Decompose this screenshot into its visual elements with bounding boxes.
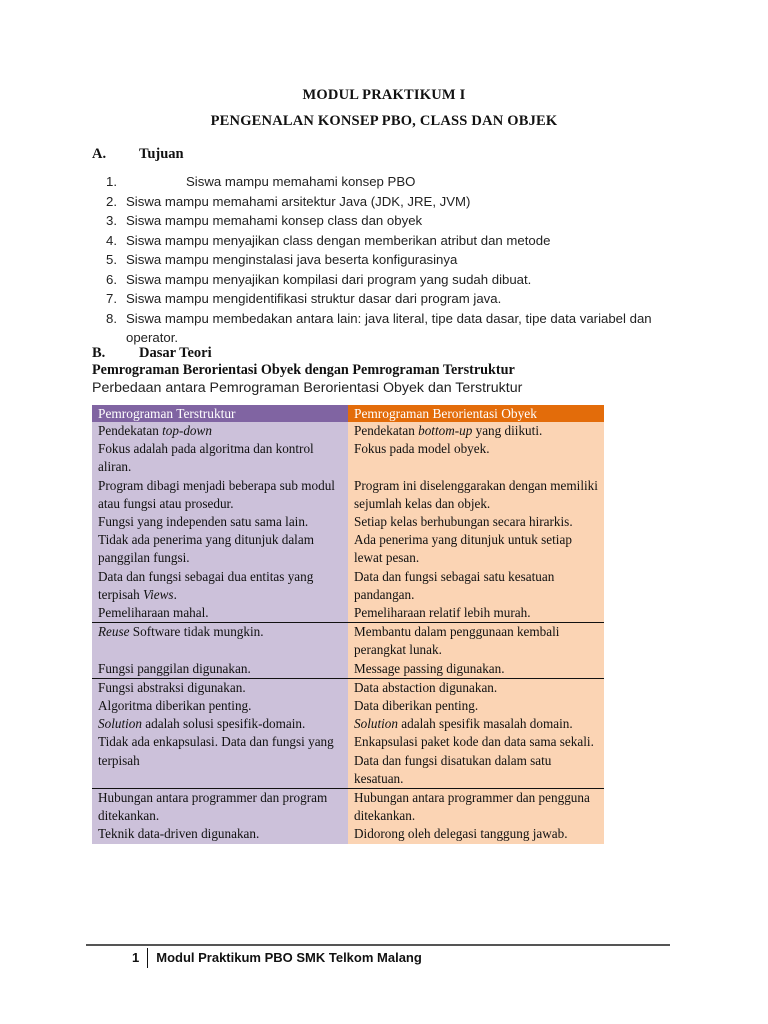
theory-subheading: Pemrograman Berorientasi Obyek dengan Pemrograman Terstruktur bbox=[92, 362, 515, 378]
cell-line: Membantu dalam penggunaan kembali perangkat lunak. bbox=[354, 624, 560, 658]
goal-item bbox=[92, 192, 662, 212]
cell-line: Data dan fungsi sebagai satu kesatuan pandangan. bbox=[354, 568, 555, 602]
cell-emphasis: Solution bbox=[98, 716, 142, 732]
goal-number: 1. bbox=[106, 174, 117, 189]
section-a-heading bbox=[92, 146, 184, 163]
section-a-letter: A. bbox=[92, 146, 107, 162]
cell-text: yang diikuti. bbox=[472, 423, 543, 438]
cell-text: Data dan fungsi sebagai dua entitas yang terpisah bbox=[98, 568, 314, 602]
cell-line: Fungsi abstraksi digunakan. bbox=[98, 679, 246, 695]
section-b-title: Dasar Teori bbox=[139, 345, 212, 361]
goal-item bbox=[92, 211, 662, 231]
cell-text: Software tidak mungkin. bbox=[129, 624, 264, 640]
cell-line: Teknik data-driven digunakan. bbox=[98, 826, 260, 842]
header-structured: Pemrograman Terstruktur bbox=[92, 405, 348, 422]
goal-text: Siswa mampu menyajikan kompilasi dari program yang sudah dibuat. bbox=[126, 271, 532, 287]
header-oop: Pemrograman Berorientasi Obyek bbox=[348, 405, 604, 422]
goal-item bbox=[92, 250, 662, 270]
cell-spacer bbox=[98, 641, 342, 659]
goal-item bbox=[92, 270, 662, 290]
goal-text: Siswa mampu memahami konsep PBO bbox=[186, 174, 416, 189]
section-b-letter: B. bbox=[92, 345, 106, 361]
cell-line: Program ini diselenggarakan dengan memiliki sejumlah kelas dan objek. bbox=[354, 477, 598, 511]
cell-line bbox=[98, 623, 342, 641]
cell-line: Pemeliharaan relatif lebih murah. bbox=[354, 605, 531, 621]
cell-text: Pendekatan bbox=[354, 423, 419, 438]
footer-divider bbox=[86, 944, 670, 946]
section-a-title: Tujuan bbox=[139, 146, 184, 162]
goal-item bbox=[92, 172, 662, 192]
cell-emphasis: top-down bbox=[162, 423, 212, 438]
cell-line: Data abstaction digunakan. bbox=[354, 679, 498, 695]
page-number: 1 bbox=[132, 948, 148, 968]
cell-line: Tidak ada penerima yang ditunjuk dalam panggilan fungsi. bbox=[98, 532, 314, 566]
cell-line bbox=[98, 422, 342, 440]
cell-text: . bbox=[173, 586, 177, 602]
cell-line: Setiap kelas berhubungan secara hirarkis. bbox=[354, 514, 573, 529]
page-title: MODUL PRAKTIKUM I bbox=[302, 87, 466, 103]
cell-oop bbox=[348, 678, 604, 788]
cell-line: Program dibagi menjadi beberapa sub modul atau fungsi atau prosedur. bbox=[98, 477, 335, 511]
cell-line: Fungsi yang independen satu sama lain. bbox=[98, 514, 309, 530]
cell-oop bbox=[348, 422, 604, 623]
cell-line bbox=[354, 715, 598, 733]
goal-number: 6. bbox=[106, 271, 117, 287]
table-header-row bbox=[92, 405, 604, 422]
cell-line: Data diberikan penting. bbox=[354, 698, 479, 714]
table-row bbox=[92, 678, 604, 788]
footer-text: Modul Praktikum PBO SMK Telkom Malang bbox=[156, 950, 422, 965]
cell-line: Fokus pada model obyek. bbox=[354, 441, 490, 457]
cell-line: Didorong oleh delegasi tanggung jawab. bbox=[354, 826, 568, 842]
table-intro: Perbedaan antara Pemrograman Berorientasi Obyek dan Terstruktur bbox=[92, 380, 523, 396]
cell-spacer bbox=[354, 458, 598, 476]
table-row bbox=[92, 623, 604, 679]
cell-structured bbox=[92, 422, 348, 623]
goal-number: 2. bbox=[106, 193, 117, 209]
goal-number: 8. bbox=[106, 310, 117, 326]
cell-line bbox=[98, 568, 342, 604]
cell-line bbox=[98, 715, 342, 733]
cell-line: Tidak ada enkapsulasi. Data dan fungsi yang terpisah bbox=[98, 734, 334, 768]
goal-number: 5. bbox=[106, 252, 117, 267]
cell-emphasis: Views bbox=[143, 586, 174, 602]
cell-structured bbox=[92, 623, 348, 679]
goal-item bbox=[92, 231, 662, 251]
goals-list bbox=[92, 172, 662, 348]
goal-text: Siswa mampu menginstalasi java beserta konfigurasinya bbox=[126, 252, 458, 267]
goal-text: Siswa mampu memahami konsep class dan obyek bbox=[126, 213, 423, 228]
cell-emphasis: Solution bbox=[354, 716, 398, 732]
goal-number: 3. bbox=[106, 213, 117, 228]
cell-line: Ada penerima yang ditunjuk untuk setiap lewat pesan. bbox=[354, 532, 572, 566]
cell-structured bbox=[92, 678, 348, 788]
goal-item bbox=[92, 309, 662, 348]
cell-line: Hubungan antara programmer dan program ditekankan. bbox=[98, 790, 328, 824]
cell-line: Pemeliharaan mahal. bbox=[98, 605, 209, 621]
cell-oop bbox=[348, 789, 604, 844]
table-row bbox=[92, 422, 604, 623]
cell-line: Fokus adalah pada algoritma dan kontrol aliran. bbox=[98, 441, 314, 475]
goal-number: 7. bbox=[106, 291, 117, 306]
cell-text: adalah solusi spesifik-domain. bbox=[141, 716, 306, 732]
cell-line bbox=[354, 422, 598, 440]
comparison-table bbox=[92, 405, 604, 844]
goal-text: Siswa mampu mengidentifikasi struktur dasar dari program java. bbox=[126, 291, 502, 306]
cell-line: Fungsi panggilan digunakan. bbox=[98, 660, 251, 676]
table-row bbox=[92, 789, 604, 844]
section-b-heading bbox=[92, 345, 212, 362]
cell-line: Message passing digunakan. bbox=[354, 660, 505, 676]
cell-text: adalah spesifik masalah domain. bbox=[397, 716, 573, 732]
cell-line: Algoritma diberikan penting. bbox=[98, 698, 252, 714]
cell-line: Enkapsulasi paket kode dan data sama sekali. Data dan fungsi disatukan dalam satu kesatuan. bbox=[354, 734, 594, 786]
goal-number: 4. bbox=[106, 232, 117, 248]
cell-structured bbox=[92, 789, 348, 844]
cell-text: Pendekatan bbox=[98, 423, 163, 438]
goal-text: Siswa mampu membedakan antara lain: java literal, tipe data dasar, tipe data variabel dan operator. bbox=[126, 310, 652, 345]
goal-text: Siswa mampu memahami arsitektur Java (JDK, JRE, JVM) bbox=[126, 193, 471, 209]
page-subtitle: PENGENALAN KONSEP PBO, CLASS DAN OBJEK bbox=[210, 113, 558, 129]
cell-oop bbox=[348, 623, 604, 679]
page-footer bbox=[132, 948, 422, 968]
cell-line: Hubungan antara programmer dan pengguna ditekankan. bbox=[354, 790, 590, 824]
cell-emphasis: bottom-up bbox=[418, 423, 473, 438]
goal-text: Siswa mampu menyajikan class dengan memberikan atribut dan metode bbox=[126, 232, 551, 248]
cell-emphasis: Reuse bbox=[98, 624, 130, 640]
goal-item bbox=[92, 289, 662, 309]
